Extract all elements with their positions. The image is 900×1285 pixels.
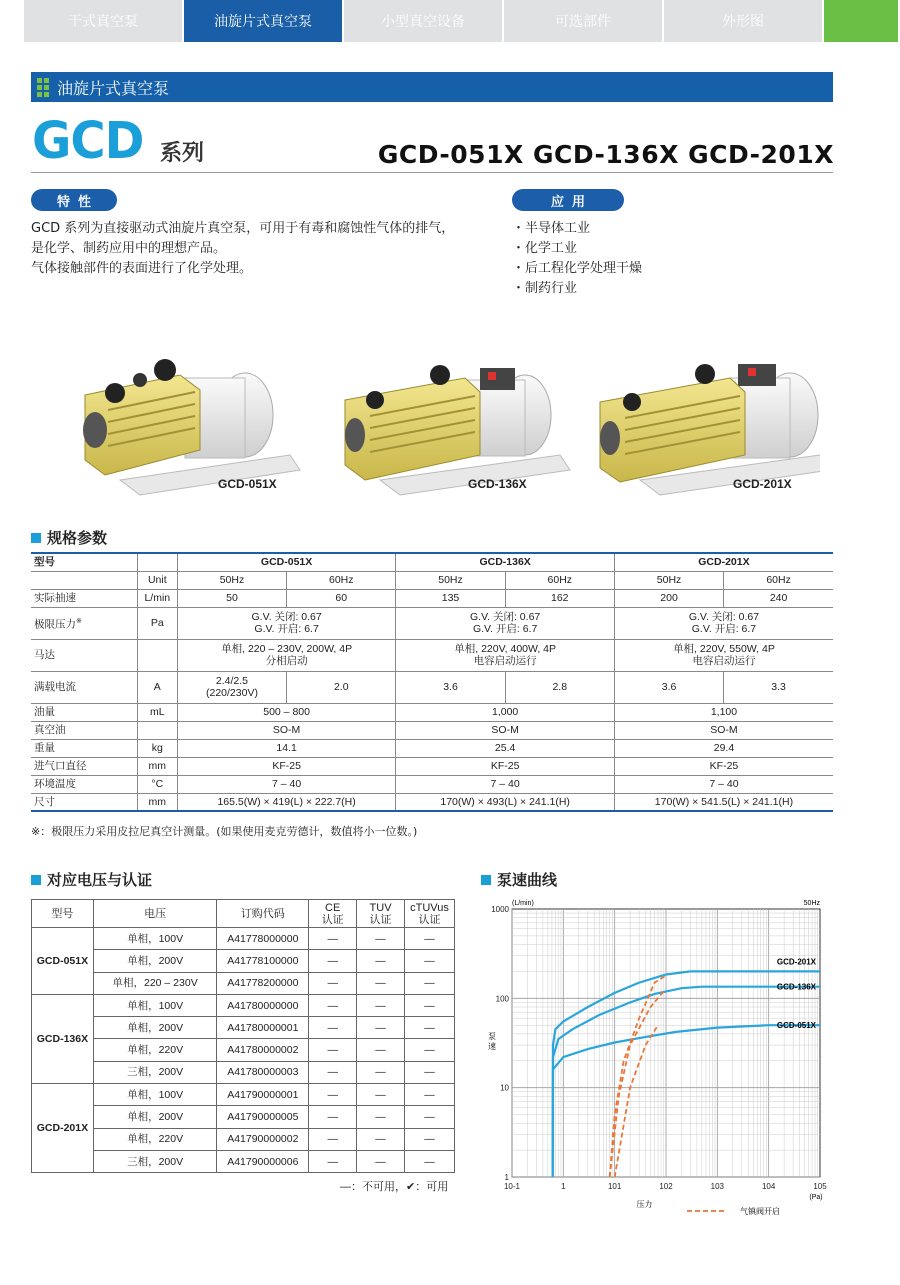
cell: A41780000001: [217, 1017, 309, 1039]
header-cell: [217, 900, 309, 928]
table-row: [31, 553, 833, 571]
row-label: 真空油: [31, 721, 137, 739]
cell: [614, 721, 833, 739]
cell-line: 7 – 40: [490, 778, 520, 790]
cell: —: [405, 994, 455, 1016]
cell: [614, 671, 723, 703]
cell: [505, 589, 614, 607]
cert-table: [31, 899, 455, 1173]
spec-note: ※：极限压力采用皮拉尼真空计测量。(如果使用麦克劳德计，数值将小一位数。): [31, 825, 418, 838]
cell-line: KF-25: [272, 760, 301, 772]
cert-title-text: 对应电压与认证: [47, 871, 153, 889]
table-row: [32, 928, 455, 950]
cell: A41778100000: [217, 950, 309, 972]
model-cell: GCD-136X: [32, 994, 94, 1083]
cell: Unit: [137, 571, 177, 589]
cell: —: [357, 994, 405, 1016]
table-row: [31, 721, 833, 739]
features-text: [31, 219, 454, 279]
models-title: GCD-051X GCD-136X GCD-201X: [377, 140, 834, 169]
unit-cell: [137, 639, 177, 671]
cell: 60Hz: [724, 571, 833, 589]
cell: [724, 671, 833, 703]
table-row: [32, 1150, 455, 1172]
cell-line: 7 – 40: [272, 778, 302, 790]
cell: [614, 775, 833, 793]
cell: [724, 589, 833, 607]
cell: —: [357, 972, 405, 994]
cell: —: [357, 1128, 405, 1150]
row-label: 进气口直径: [31, 757, 137, 775]
cell-line: KF-25: [490, 760, 520, 772]
unit-cell: Pa: [137, 607, 177, 639]
series-label: GCD-051X: [776, 1021, 816, 1031]
cell: —: [405, 1106, 455, 1128]
cell-line: 1,000: [492, 706, 519, 718]
cell: —: [405, 950, 455, 972]
cell: 单相，200V: [93, 1017, 217, 1039]
cell: —: [357, 1150, 405, 1172]
chart-title-text: 泵速曲线: [497, 871, 558, 889]
footnote-mark: ※: [76, 617, 82, 625]
table-row: [31, 757, 833, 775]
x-tick-label: 103: [710, 1182, 725, 1191]
x-tick-label: 104: [761, 1182, 776, 1191]
cell: 单相，100V: [93, 928, 217, 950]
cell: A41780000003: [217, 1061, 309, 1083]
cell: 单相，220V: [93, 1128, 217, 1150]
cell: —: [405, 1061, 455, 1083]
table-row: [31, 671, 833, 703]
row-label: 尺寸: [31, 793, 137, 811]
cell: —: [405, 1128, 455, 1150]
table-row: [32, 1084, 455, 1106]
spec-section-title: [31, 527, 107, 548]
gcd-logo: GCD: [32, 111, 144, 171]
y-tick-label: 1: [504, 1173, 509, 1182]
unit-cell: A: [137, 671, 177, 703]
header-cell: [309, 900, 357, 928]
application-item: ・化学工业: [512, 241, 578, 256]
cell: 50Hz: [614, 571, 723, 589]
cell: A41780000000: [217, 994, 309, 1016]
cell: —: [357, 950, 405, 972]
cell: [614, 607, 833, 639]
cell: 60Hz: [287, 571, 396, 589]
square-icon: [31, 875, 41, 885]
cell: GCD-201X: [614, 553, 833, 571]
series-label: GCD-201X: [776, 957, 816, 967]
header-cell: [357, 900, 405, 928]
table-row: [31, 607, 833, 639]
cell-line: KF-25: [709, 760, 739, 772]
cell: [396, 739, 615, 757]
cell: 单相，220V: [93, 1039, 217, 1061]
cell-line: 500 – 800: [263, 706, 310, 718]
table-row: [32, 1061, 455, 1083]
x-axis-title: 压力: [636, 1200, 653, 1209]
cell: —: [405, 1039, 455, 1061]
cell: —: [309, 1150, 357, 1172]
cell: A41778200000: [217, 972, 309, 994]
cell: 型号: [31, 553, 137, 571]
y-tick-label: 1000: [491, 905, 509, 914]
tab-outline[interactable]: 外形图: [664, 0, 824, 42]
cell: A41778000000: [217, 928, 309, 950]
cell: [614, 589, 723, 607]
cell: [177, 703, 396, 721]
top-tabs: [24, 0, 900, 42]
cell: GCD-136X: [396, 553, 615, 571]
pump-gcd-136x-image: [345, 365, 570, 495]
tab-accent: [824, 0, 898, 42]
pump-photos: [60, 350, 820, 500]
cell-line: 1,100: [710, 706, 738, 718]
header-cell: [32, 900, 94, 928]
cell: [614, 639, 833, 671]
grid-icon: [37, 78, 51, 96]
cell-line: 分相启动: [265, 655, 308, 667]
cell: 单相，220 – 230V: [93, 972, 217, 994]
cell: [396, 757, 615, 775]
table-row: [32, 972, 455, 994]
cell: —: [357, 1084, 405, 1106]
divider: [31, 172, 833, 173]
square-icon: [31, 533, 41, 543]
table-row: [32, 1017, 455, 1039]
cell: [396, 671, 505, 703]
row-label: 油量: [31, 703, 137, 721]
header-line: CE: [325, 901, 341, 914]
features-line: GCD 系列为直接驱动式油旋片真空泵，可用于有毒和腐蚀性气体的排气，: [31, 221, 455, 236]
header-line: TUV: [369, 901, 392, 914]
cell: [177, 721, 396, 739]
cell-line: 162: [551, 592, 569, 604]
cell-line: 2.0: [333, 681, 349, 693]
cell: 50Hz: [177, 571, 286, 589]
table-row: [32, 900, 455, 928]
cell: 单相，100V: [93, 994, 217, 1016]
row-label: 环境温度: [31, 775, 137, 793]
model-cell: GCD-051X: [32, 928, 94, 995]
cell-line: 单相, 220V, 400W, 4P: [454, 643, 557, 655]
cell: —: [357, 1061, 405, 1083]
pump-gcd-201x-image: [600, 364, 820, 495]
cell-line: (220/230V): [206, 687, 258, 699]
features-label: 特性: [31, 189, 117, 211]
cell: [396, 589, 505, 607]
cell: [177, 671, 286, 703]
table-row: [31, 639, 833, 671]
header-line: 电压: [144, 907, 167, 920]
x-unit-label: (Pa): [809, 1194, 823, 1201]
cell: —: [309, 1061, 357, 1083]
row-label: 满载电流: [31, 671, 137, 703]
unit-cell: °C: [137, 775, 177, 793]
cert-section-title: [31, 869, 152, 890]
cell-line: 7 – 40: [709, 778, 739, 790]
header-line: 认证: [369, 913, 392, 926]
application-item: ・制药行业: [512, 281, 578, 296]
cell-line: 170(W) × 541.5(L) × 241.1(H): [654, 795, 794, 808]
cell: GCD-051X: [177, 553, 396, 571]
tab-options[interactable]: 可选部件: [504, 0, 664, 42]
unit-cell: mm: [137, 757, 177, 775]
cell-line: 60: [335, 592, 348, 604]
application-item: ・后工程化学处理干燥: [512, 261, 643, 276]
table-row: [31, 775, 833, 793]
cell: [614, 739, 833, 757]
cell: [396, 703, 615, 721]
cell: —: [405, 1017, 455, 1039]
cell: —: [405, 1150, 455, 1172]
cell: A41790000006: [217, 1150, 309, 1172]
model-cell: GCD-201X: [32, 1084, 94, 1173]
header-line: 订购代码: [240, 907, 285, 920]
series-label: GCD-136X: [776, 982, 816, 992]
cell-line: 3.6: [661, 681, 677, 693]
cell-line: 29.4: [713, 742, 735, 754]
table-row: [32, 994, 455, 1016]
table-row: [31, 739, 833, 757]
row-label: 马达: [31, 639, 137, 671]
spec-title-text: 规格参数: [47, 529, 108, 547]
cell: —: [309, 1017, 357, 1039]
features-line: 是化学、制药应用中的理想产品。: [31, 241, 227, 256]
application-item: ・半导体工业: [512, 221, 591, 236]
cell-line: SO-M: [710, 724, 738, 736]
cell: [177, 775, 396, 793]
photo-caption-136x: GCD-136X: [468, 477, 527, 491]
section-bar: [31, 72, 833, 102]
cell-line: G.V. 关闭: 0.67: [251, 611, 322, 623]
header-line: 型号: [51, 907, 74, 920]
table-row: [31, 589, 833, 607]
features-line: 气体接触部件的表面进行了化学处理。: [31, 261, 253, 276]
cell: [31, 571, 137, 589]
cell: 50Hz: [396, 571, 505, 589]
cell: [177, 793, 396, 811]
pump-speed-chart: [478, 893, 830, 1215]
y-tick-label: 100: [495, 994, 509, 1004]
cell: —: [405, 1084, 455, 1106]
row-label: 实际抽速: [31, 589, 137, 607]
cell: [177, 639, 396, 671]
cell: [177, 757, 396, 775]
cert-legend: —：不可用，✔：可用: [340, 1181, 449, 1193]
cell: —: [309, 928, 357, 950]
photo-caption-201x: GCD-201X: [733, 477, 792, 491]
tab-oil-rotary-pump[interactable]: 油旋片式真空泵: [184, 0, 344, 42]
unit-cell: kg: [137, 739, 177, 757]
cell: [614, 793, 833, 811]
table-row: [32, 1039, 455, 1061]
cell: [614, 703, 833, 721]
y-tick-label: 10: [500, 1083, 509, 1093]
cell: [287, 671, 396, 703]
cell: —: [357, 928, 405, 950]
cell-line: 3.3: [771, 681, 786, 693]
cell-line: 50: [226, 592, 238, 604]
cell-line: 2.4/2.5: [215, 675, 249, 687]
cell-line: 25.4: [494, 742, 516, 754]
spec-table: [31, 552, 833, 812]
cell-line: 200: [660, 592, 678, 604]
cell-line: G.V. 关闭: 0.67: [688, 611, 760, 623]
y-unit-label: (L/min): [512, 900, 534, 907]
cell: 单相，200V: [93, 1106, 217, 1128]
unit-cell: mL: [137, 703, 177, 721]
unit-cell: [137, 721, 177, 739]
cell: 单相，100V: [93, 1084, 217, 1106]
cell: 60Hz: [505, 571, 614, 589]
applications-label: 应用: [512, 189, 624, 211]
table-row: [32, 950, 455, 972]
cell-line: 单相, 220 – 230V, 200W, 4P: [221, 643, 353, 655]
cell: —: [309, 994, 357, 1016]
cell-line: 170(W) × 493(L) × 241.1(H): [440, 795, 570, 808]
cell-line: 240: [769, 592, 788, 604]
cell: —: [309, 1106, 357, 1128]
tab-dry-pump[interactable]: 干式真空泵: [24, 0, 184, 42]
cell: —: [309, 1084, 357, 1106]
cell-line: 2.8: [552, 681, 568, 693]
table-row: [31, 793, 833, 811]
cell: —: [309, 950, 357, 972]
table-row: [31, 703, 833, 721]
series-label: 系列: [160, 141, 205, 166]
cell-line: 电容启动运行: [473, 655, 537, 667]
section-title: 油旋片式真空泵: [57, 78, 170, 98]
y-axis-title: 泵: [488, 1032, 496, 1041]
cell: [287, 589, 396, 607]
x-tick-label: 102: [659, 1182, 673, 1191]
table-row: [32, 1106, 455, 1128]
x-tick-label: 1: [561, 1182, 566, 1191]
table-row: [32, 1128, 455, 1150]
cell: —: [309, 1128, 357, 1150]
cell: [396, 639, 615, 671]
row-label: 重量: [31, 739, 137, 757]
x-tick-label: 101: [607, 1182, 622, 1191]
applications-list: [512, 219, 642, 299]
cell: A41780000002: [217, 1039, 309, 1061]
cell-line: SO-M: [272, 724, 301, 736]
cell: 单相，200V: [93, 950, 217, 972]
cell-line: G.V. 开启: 6.7: [472, 623, 538, 635]
cell: —: [309, 972, 357, 994]
row-label: 极限压力※: [31, 607, 137, 639]
x-tick-label: 105: [813, 1182, 827, 1191]
cell: [396, 775, 615, 793]
cell: —: [357, 1017, 405, 1039]
cell-line: 3.6: [443, 681, 458, 693]
cell: [505, 671, 614, 703]
cell: —: [309, 1039, 357, 1061]
cell-line: 14.1: [276, 742, 297, 754]
cell-line: 165.5(W) × 419(L) × 222.7(H): [217, 795, 356, 808]
cell: 三相，200V: [93, 1061, 217, 1083]
cell: [177, 739, 396, 757]
cell: A41790000002: [217, 1128, 309, 1150]
cell-line: 电容启动运行: [692, 655, 756, 667]
cell-line: 单相, 220V, 550W, 4P: [673, 643, 775, 655]
cell: —: [405, 972, 455, 994]
header-cell: [405, 900, 455, 928]
chart-section-title: [481, 869, 557, 890]
tab-small-vacuum[interactable]: 小型真空设备: [344, 0, 504, 42]
header-line: 认证: [321, 913, 344, 926]
square-icon: [481, 875, 491, 885]
freq-label: 50Hz: [803, 900, 820, 907]
header-line: 认证: [418, 913, 441, 926]
cell-line: G.V. 开启: 6.7: [691, 623, 757, 635]
cell-line: 135: [441, 592, 460, 604]
x-tick-label: 10-1: [503, 1182, 521, 1191]
cell: [614, 757, 833, 775]
cell: 三相，200V: [93, 1150, 217, 1172]
cell: A41790000001: [217, 1084, 309, 1106]
unit-cell: mm: [137, 793, 177, 811]
cell: A41790000005: [217, 1106, 309, 1128]
legend-label: 气镇阀开启: [740, 1207, 780, 1215]
cell-line: SO-M: [491, 724, 519, 736]
unit-cell: L/min: [137, 589, 177, 607]
cell: —: [357, 1039, 405, 1061]
photo-caption-051x: GCD-051X: [218, 477, 277, 491]
header-line: cTUVus: [410, 901, 449, 914]
cell-line: G.V. 关闭: 0.67: [470, 611, 541, 623]
cell: [396, 721, 615, 739]
cell: —: [405, 928, 455, 950]
header-cell: [93, 900, 217, 928]
cell: —: [357, 1106, 405, 1128]
pump-gcd-051x-image: [83, 359, 300, 495]
cell: [396, 793, 615, 811]
cell: [396, 607, 615, 639]
cell: [177, 607, 396, 639]
cell-line: G.V. 开启: 6.7: [254, 623, 319, 635]
cell: [137, 553, 177, 571]
cell: [177, 589, 286, 607]
y-axis-title: 速: [488, 1042, 496, 1051]
table-row: [31, 571, 833, 589]
